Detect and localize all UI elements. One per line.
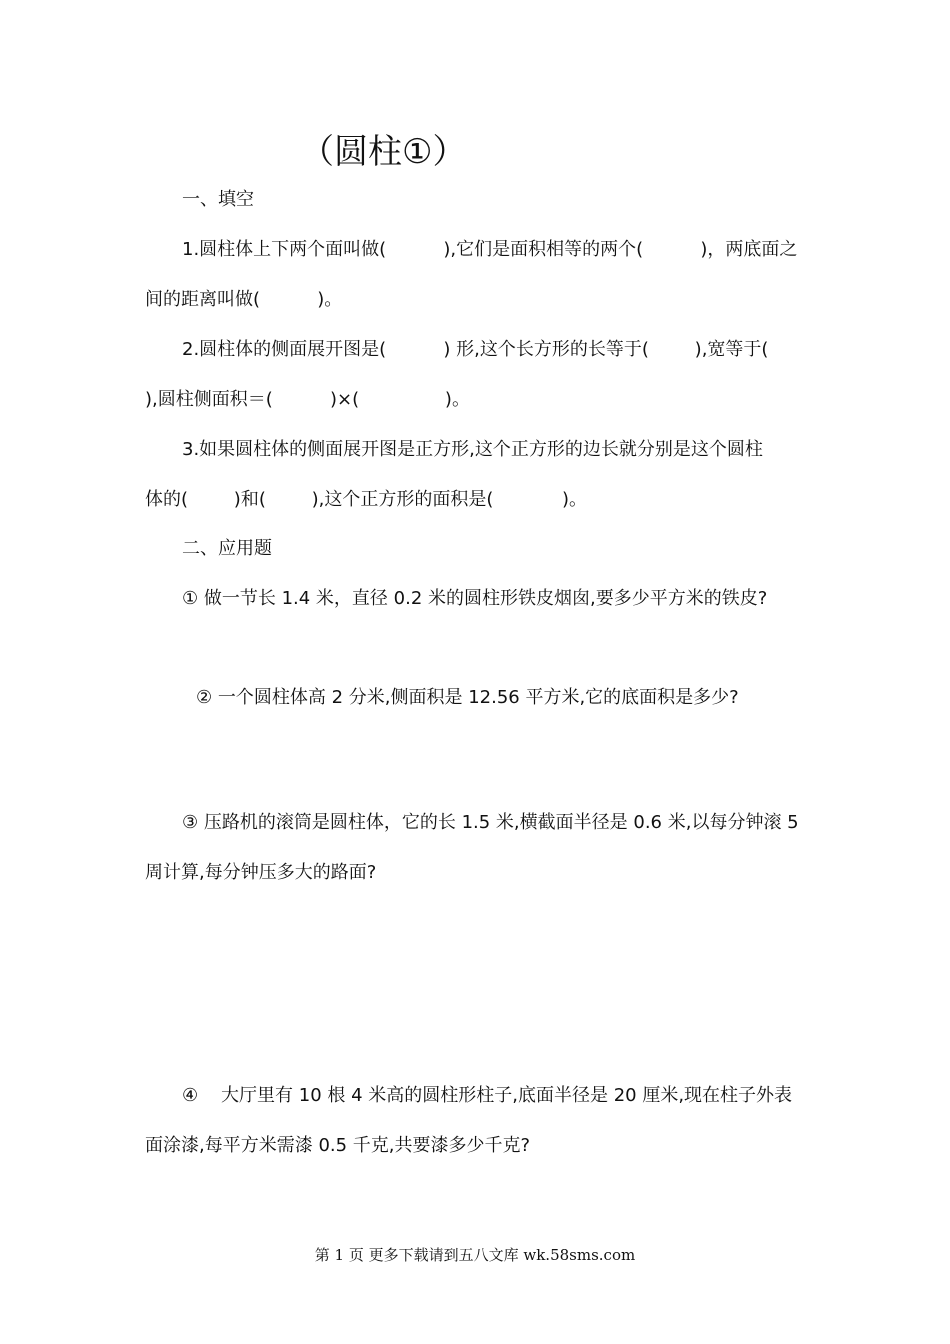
question-2-line-2: ),圆柱侧面积＝( )×( )。 <box>145 389 470 410</box>
problem-3-line-2: 周计算,每分钟压多大的路面? <box>145 862 377 883</box>
problem-1: ① 做一节长 1.4 米，直径 0.2 米的圆柱形铁皮烟囱,要多少平方米的铁皮? <box>182 588 768 609</box>
question-1-line-2: 间的距离叫做( )。 <box>145 289 343 310</box>
problem-4-line-1: ④ 大厅里有 10 根 4 米高的圆柱形柱子,底面半径是 20 厘米,现在柱子外表 <box>182 1085 793 1106</box>
page-title: （圆柱①） <box>300 132 467 172</box>
section-heading-fill-blank: 一、填空 <box>182 189 254 210</box>
question-1-line-1: 1.圆柱体上下两个面叫做( ),它们是面积相等的两个( )，两底面之 <box>182 239 798 260</box>
problem-2: ② 一个圆柱体高 2 分米,侧面积是 12.56 平方米,它的底面积是多少? <box>196 687 739 708</box>
question-3-line-1: 3.如果圆柱体的侧面展开图是正方形,这个正方形的边长就分别是这个圆柱 <box>182 439 763 460</box>
section-heading-word-problems: 二、应用题 <box>182 538 272 559</box>
problem-4-line-2: 面涂漆,每平方米需漆 0.5 千克,共要漆多少千克? <box>145 1135 531 1156</box>
page-footer: 第 1 页 更多下载请到五八文库 wk.58sms.com <box>314 1246 636 1264</box>
problem-3-line-1: ③ 压路机的滚筒是圆柱体，它的长 1.5 米,横截面半径是 0.6 米,以每分钟滚 5 <box>182 812 799 833</box>
question-3-line-2: 体的( )和( ),这个正方形的面积是( )。 <box>145 489 588 510</box>
question-2-line-1: 2.圆柱体的侧面展开图是( ) 形,这个长方形的长等于( ),宽等于( <box>182 339 769 360</box>
